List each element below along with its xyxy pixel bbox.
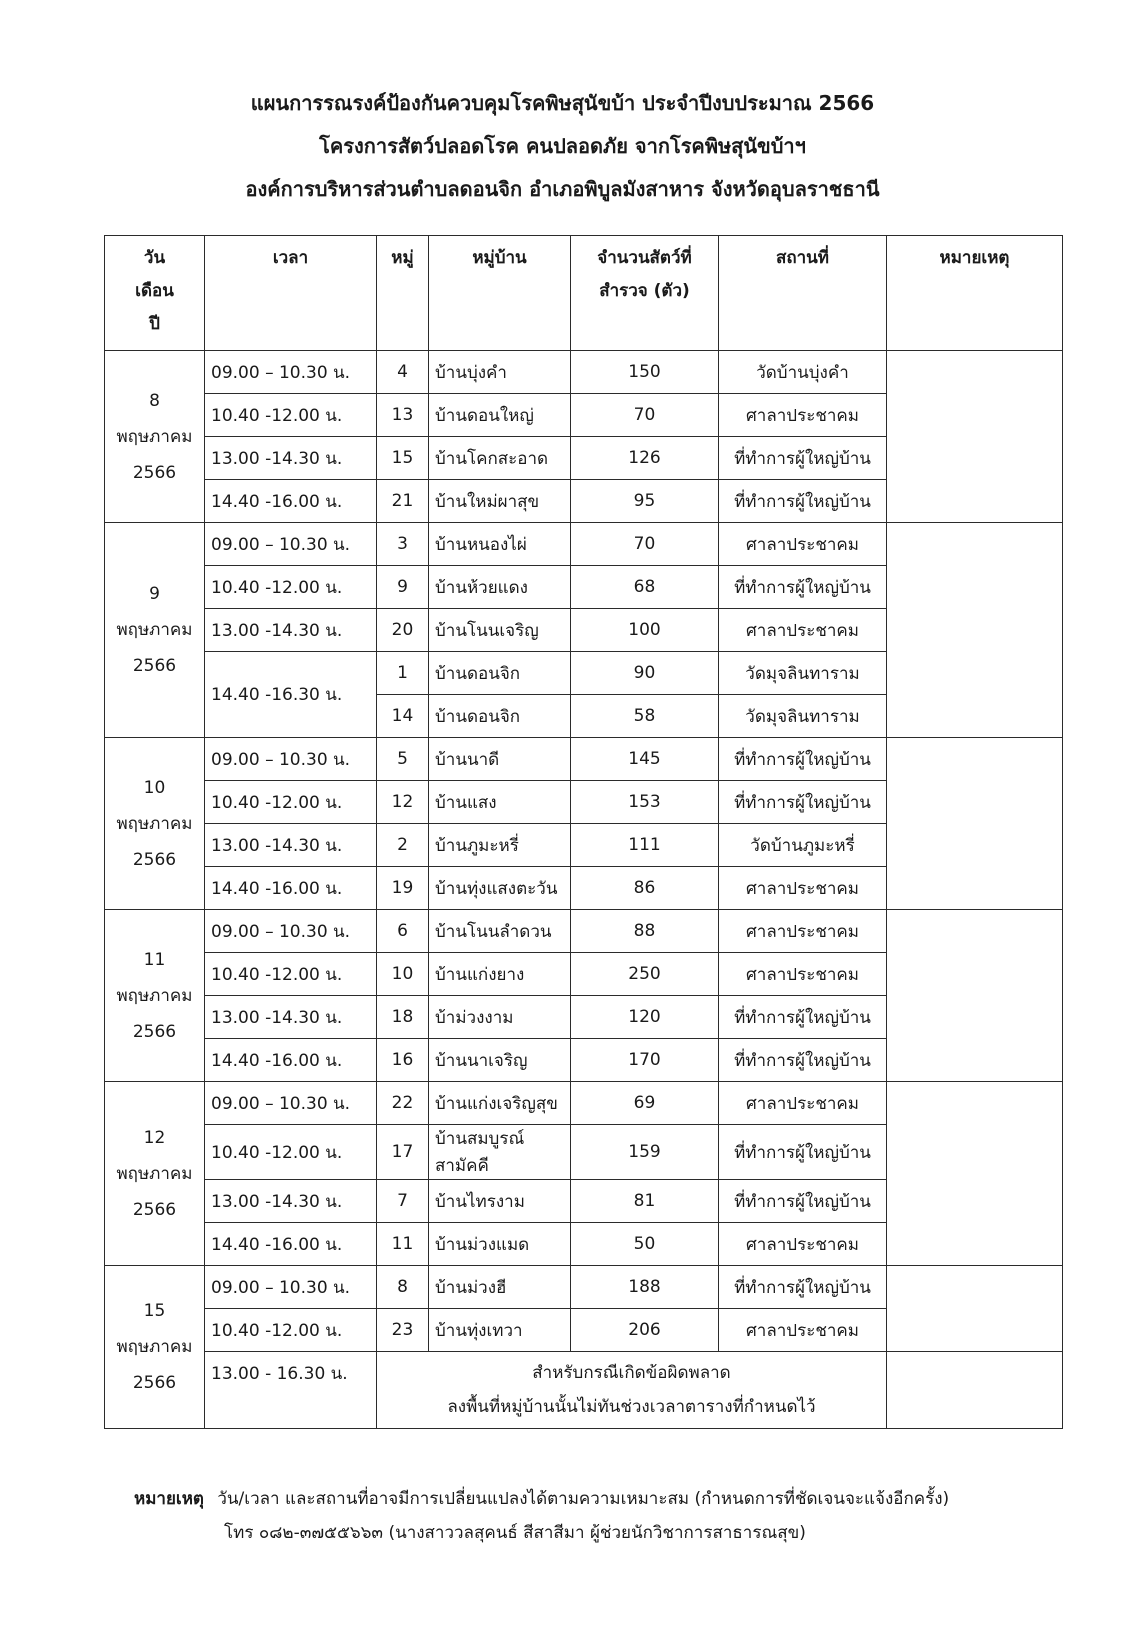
moo-cell: 13 (377, 394, 429, 437)
moo-cell: 3 (377, 523, 429, 566)
place-cell: วัดมุจลินทาราม (719, 652, 887, 695)
place-cell: ที่ทำการผู้ใหญ่บ้าน (719, 1125, 887, 1180)
animal-count-cell: 206 (571, 1309, 719, 1352)
table-row (105, 523, 1063, 566)
moo-cell: 10 (377, 953, 429, 996)
animal-count-cell: 153 (571, 781, 719, 824)
header-animals (571, 236, 719, 351)
place-cell: วัดมุจลินทาราม (719, 695, 887, 738)
animal-count-cell: 70 (571, 394, 719, 437)
footer-line-1 (134, 1482, 949, 1516)
date-cell (105, 351, 205, 523)
date-cell (105, 523, 205, 738)
village-cell: บ้านนาเจริญ (429, 1039, 571, 1082)
time-cell: 13.00 -14.30 น. (205, 437, 377, 480)
header-date-month: เดือน (135, 281, 174, 301)
header-date-day: วัน (143, 248, 166, 268)
table-row (105, 1266, 1063, 1309)
date-year: 2566 (132, 1199, 177, 1220)
village-cell: บ้านดอนจิก (429, 652, 571, 695)
table-row (105, 738, 1063, 781)
village-cell: บ้านใหม่ผาสุข (429, 480, 571, 523)
place-cell: ศาลาประชาคม (719, 1309, 887, 1352)
date-day: 11 (143, 949, 166, 970)
time-cell: 10.40 -12.00 น. (205, 1309, 377, 1352)
time-cell: 09.00 – 10.30 น. (205, 1082, 377, 1125)
schedule-body (105, 351, 1063, 1429)
animal-count-cell: 145 (571, 738, 719, 781)
animal-count-cell: 188 (571, 1266, 719, 1309)
remark-cell (887, 1266, 1063, 1352)
animal-count-cell: 126 (571, 437, 719, 480)
remark-cell (887, 1082, 1063, 1266)
time-cell: 10.40 -12.00 น. (205, 566, 377, 609)
time-cell: 14.40 -16.00 น. (205, 1223, 377, 1266)
time-cell: 10.40 -12.00 น. (205, 953, 377, 996)
animal-count-cell: 88 (571, 910, 719, 953)
animal-count-cell: 90 (571, 652, 719, 695)
moo-cell: 11 (377, 1223, 429, 1266)
document-header (0, 82, 1125, 211)
village-cell: บ้านแก่งเจริญสุข (429, 1082, 571, 1125)
title-line-3: องค์การบริหารส่วนตำบลดอนจิก อำเภอพิบูลมังสาหาร จังหวัดอุบลราชธานี (245, 177, 880, 201)
village-cell: บ้านทุ่งเทวา (429, 1309, 571, 1352)
time-cell: 14.40 -16.00 น. (205, 480, 377, 523)
moo-cell: 8 (377, 1266, 429, 1309)
place-cell: ที่ทำการผู้ใหญ่บ้าน (719, 480, 887, 523)
time-cell: 09.00 – 10.30 น. (205, 523, 377, 566)
remark-cell (887, 738, 1063, 910)
footer-line-2: โทร ๐๘๒-๓๗๕๕๖๖๓ (นางสาววลสุคนธ์ สีสาสีมา ผู้ช่วยนักวิชาการสาธารณสุข) (224, 1523, 806, 1543)
date-month: พฤษภาคม (116, 426, 193, 447)
animal-count-cell: 111 (571, 824, 719, 867)
table-row (105, 351, 1063, 394)
animal-count-cell: 86 (571, 867, 719, 910)
moo-cell: 17 (377, 1125, 429, 1180)
moo-cell: 2 (377, 824, 429, 867)
village-cell: บ้านหนองไผ่ (429, 523, 571, 566)
place-cell: ศาลาประชาคม (719, 1082, 887, 1125)
village-cell: บ้านโนนเจริญ (429, 609, 571, 652)
animal-count-cell: 250 (571, 953, 719, 996)
place-cell: ศาลาประชาคม (719, 523, 887, 566)
place-cell: วัดบ้านภูมะหรี่ (719, 824, 887, 867)
moo-cell: 6 (377, 910, 429, 953)
animal-count-cell: 159 (571, 1125, 719, 1180)
place-cell: ที่ทำการผู้ใหญ่บ้าน (719, 1266, 887, 1309)
place-cell: ที่ทำการผู้ใหญ่บ้าน (719, 781, 887, 824)
date-month: พฤษภาคม (116, 1163, 193, 1184)
animal-count-cell: 70 (571, 523, 719, 566)
date-cell (105, 1266, 205, 1429)
place-cell: ศาลาประชาคม (719, 394, 887, 437)
time-cell: 13.00 -14.30 น. (205, 996, 377, 1039)
time-cell: 10.40 -12.00 น. (205, 1125, 377, 1180)
header-time: เวลา (205, 236, 377, 351)
time-cell: 10.40 -12.00 น. (205, 394, 377, 437)
place-cell: ที่ทำการผู้ใหญ่บ้าน (719, 738, 887, 781)
village-cell: บ้านห้วยแดง (429, 566, 571, 609)
time-cell: 14.40 -16.30 น. (205, 652, 377, 738)
title-line-2: โครงการสัตว์ปลอดโรค คนปลอดภัย จากโรคพิษสุนัขบ้าฯ (319, 134, 806, 158)
remark-cell (887, 523, 1063, 738)
header-remark: หมายเหตุ (887, 236, 1063, 351)
village-cell: บ้านโคกสะอาด (429, 437, 571, 480)
village-cell: บ้านดอนใหญ่ (429, 394, 571, 437)
moo-cell: 15 (377, 437, 429, 480)
header-animals-line2: สำรวจ (ตัว) (599, 281, 690, 301)
moo-cell: 21 (377, 480, 429, 523)
time-cell: 10.40 -12.00 น. (205, 781, 377, 824)
moo-cell: 1 (377, 652, 429, 695)
village-cell: บ้านทุ่งแสงตะวัน (429, 867, 571, 910)
time-cell: 13.00 -14.30 น. (205, 609, 377, 652)
village-cell: บ้านโนนลำดวน (429, 910, 571, 953)
date-cell (105, 1082, 205, 1266)
village-cell: บ้าม่วงงาม (429, 996, 571, 1039)
time-cell: 09.00 – 10.30 น. (205, 1266, 377, 1309)
place-cell: วัดบ้านบุ่งคำ (719, 351, 887, 394)
village-cell: บ้านดอนจิก (429, 695, 571, 738)
place-cell: ที่ทำการผู้ใหญ่บ้าน (719, 437, 887, 480)
place-cell: ศาลาประชาคม (719, 1223, 887, 1266)
time-cell: 09.00 – 10.30 น. (205, 910, 377, 953)
place-cell: ศาลาประชาคม (719, 953, 887, 996)
date-cell (105, 738, 205, 910)
place-cell: ศาลาประชาคม (719, 910, 887, 953)
animal-count-cell: 50 (571, 1223, 719, 1266)
village-cell: บ้านสมบูรณ์สามัคคี (429, 1125, 571, 1180)
footer-note (134, 1482, 949, 1550)
remark-cell (887, 351, 1063, 523)
animal-count-cell: 69 (571, 1082, 719, 1125)
animal-count-cell: 81 (571, 1180, 719, 1223)
animal-count-cell: 170 (571, 1039, 719, 1082)
date-year: 2566 (132, 462, 177, 483)
time-cell: 09.00 – 10.30 น. (205, 738, 377, 781)
header-village: หมู่บ้าน (429, 236, 571, 351)
header-animals-line1: จำนวนสัตว์ที่ (597, 248, 692, 268)
special-note-cell (377, 1352, 887, 1429)
moo-cell: 12 (377, 781, 429, 824)
time-cell: 13.00 - 16.30 น. (205, 1352, 377, 1429)
date-day: 15 (143, 1301, 166, 1321)
date-month: พฤษภาคม (116, 1337, 193, 1357)
village-cell: บ้านม่วงฮี (429, 1266, 571, 1309)
animal-count-cell: 95 (571, 480, 719, 523)
place-cell: ที่ทำการผู้ใหญ่บ้าน (719, 1039, 887, 1082)
title-line-1: แผนการรณรงค์ป้องกันควบคุมโรคพิษสุนัขบ้า ประจำปีงบประมาณ 2566 (250, 91, 875, 115)
header-date (105, 236, 205, 351)
moo-cell: 23 (377, 1309, 429, 1352)
special-note-line: ลงพื้นที่หมู่บ้านนั้นไม่ทันช่วงเวลาตารางที่กำหนดไว้ (447, 1397, 816, 1417)
animal-count-cell: 68 (571, 566, 719, 609)
table-header-row (105, 236, 1063, 351)
date-day: 12 (143, 1127, 166, 1148)
footer-text-1: วัน/เวลา และสถานที่อาจมีการเปลี่ยนแปลงได้ตามความเหมาะสม (กำหนดการที่ชัดเจนจะแจ้งอีกครั้ง) (217, 1489, 950, 1509)
table-row (105, 910, 1063, 953)
moo-cell: 22 (377, 1082, 429, 1125)
schedule-table (104, 235, 1063, 1429)
place-cell: ที่ทำการผู้ใหญ่บ้าน (719, 996, 887, 1039)
animal-count-cell: 150 (571, 351, 719, 394)
header-date-year: ปี (149, 314, 160, 334)
village-cell: บ้านภูมะหรี่ (429, 824, 571, 867)
date-year: 2566 (132, 656, 177, 676)
moo-cell: 14 (377, 695, 429, 738)
moo-cell: 5 (377, 738, 429, 781)
moo-cell: 16 (377, 1039, 429, 1082)
date-year: 2566 (132, 849, 177, 870)
moo-cell: 9 (377, 566, 429, 609)
table-row-special (105, 1352, 1063, 1429)
header-moo: หมู่ (377, 236, 429, 351)
animal-count-cell: 58 (571, 695, 719, 738)
village-cell: บ้านนาดี (429, 738, 571, 781)
date-cell (105, 910, 205, 1082)
table-row (105, 1082, 1063, 1125)
moo-cell: 4 (377, 351, 429, 394)
header-place: สถานที่ (719, 236, 887, 351)
village-cell: บ้านไทรงาม (429, 1180, 571, 1223)
date-day: 10 (143, 777, 166, 798)
animal-count-cell: 100 (571, 609, 719, 652)
date-month: พฤษภาคม (116, 620, 193, 640)
date-month: พฤษภาคม (116, 985, 193, 1006)
date-day: 9 (149, 584, 160, 604)
moo-cell: 18 (377, 996, 429, 1039)
village-cell: บ้านม่วงแมด (429, 1223, 571, 1266)
time-cell: 13.00 -14.30 น. (205, 824, 377, 867)
place-cell: ที่ทำการผู้ใหญ่บ้าน (719, 566, 887, 609)
moo-cell: 20 (377, 609, 429, 652)
moo-cell: 7 (377, 1180, 429, 1223)
place-cell: ศาลาประชาคม (719, 609, 887, 652)
animal-count-cell: 120 (571, 996, 719, 1039)
time-cell: 14.40 -16.00 น. (205, 867, 377, 910)
date-year: 2566 (132, 1021, 177, 1042)
village-cell: บ้านแก่งยาง (429, 953, 571, 996)
remark-cell (887, 910, 1063, 1082)
time-cell: 09.00 – 10.30 น. (205, 351, 377, 394)
village-cell: บ้านบุ่งคำ (429, 351, 571, 394)
place-cell: ที่ทำการผู้ใหญ่บ้าน (719, 1180, 887, 1223)
time-cell: 14.40 -16.00 น. (205, 1039, 377, 1082)
special-note-line: สำหรับกรณีเกิดข้อผิดพลาด (532, 1363, 731, 1383)
time-cell: 13.00 -14.30 น. (205, 1180, 377, 1223)
place-cell: ศาลาประชาคม (719, 867, 887, 910)
date-day: 8 (149, 390, 160, 411)
remark-cell (887, 1352, 1063, 1429)
moo-cell: 19 (377, 867, 429, 910)
date-year: 2566 (132, 1373, 177, 1393)
date-month: พฤษภาคม (116, 813, 193, 834)
village-cell: บ้านแสง (429, 781, 571, 824)
footer-label: หมายเหตุ (134, 1489, 204, 1509)
